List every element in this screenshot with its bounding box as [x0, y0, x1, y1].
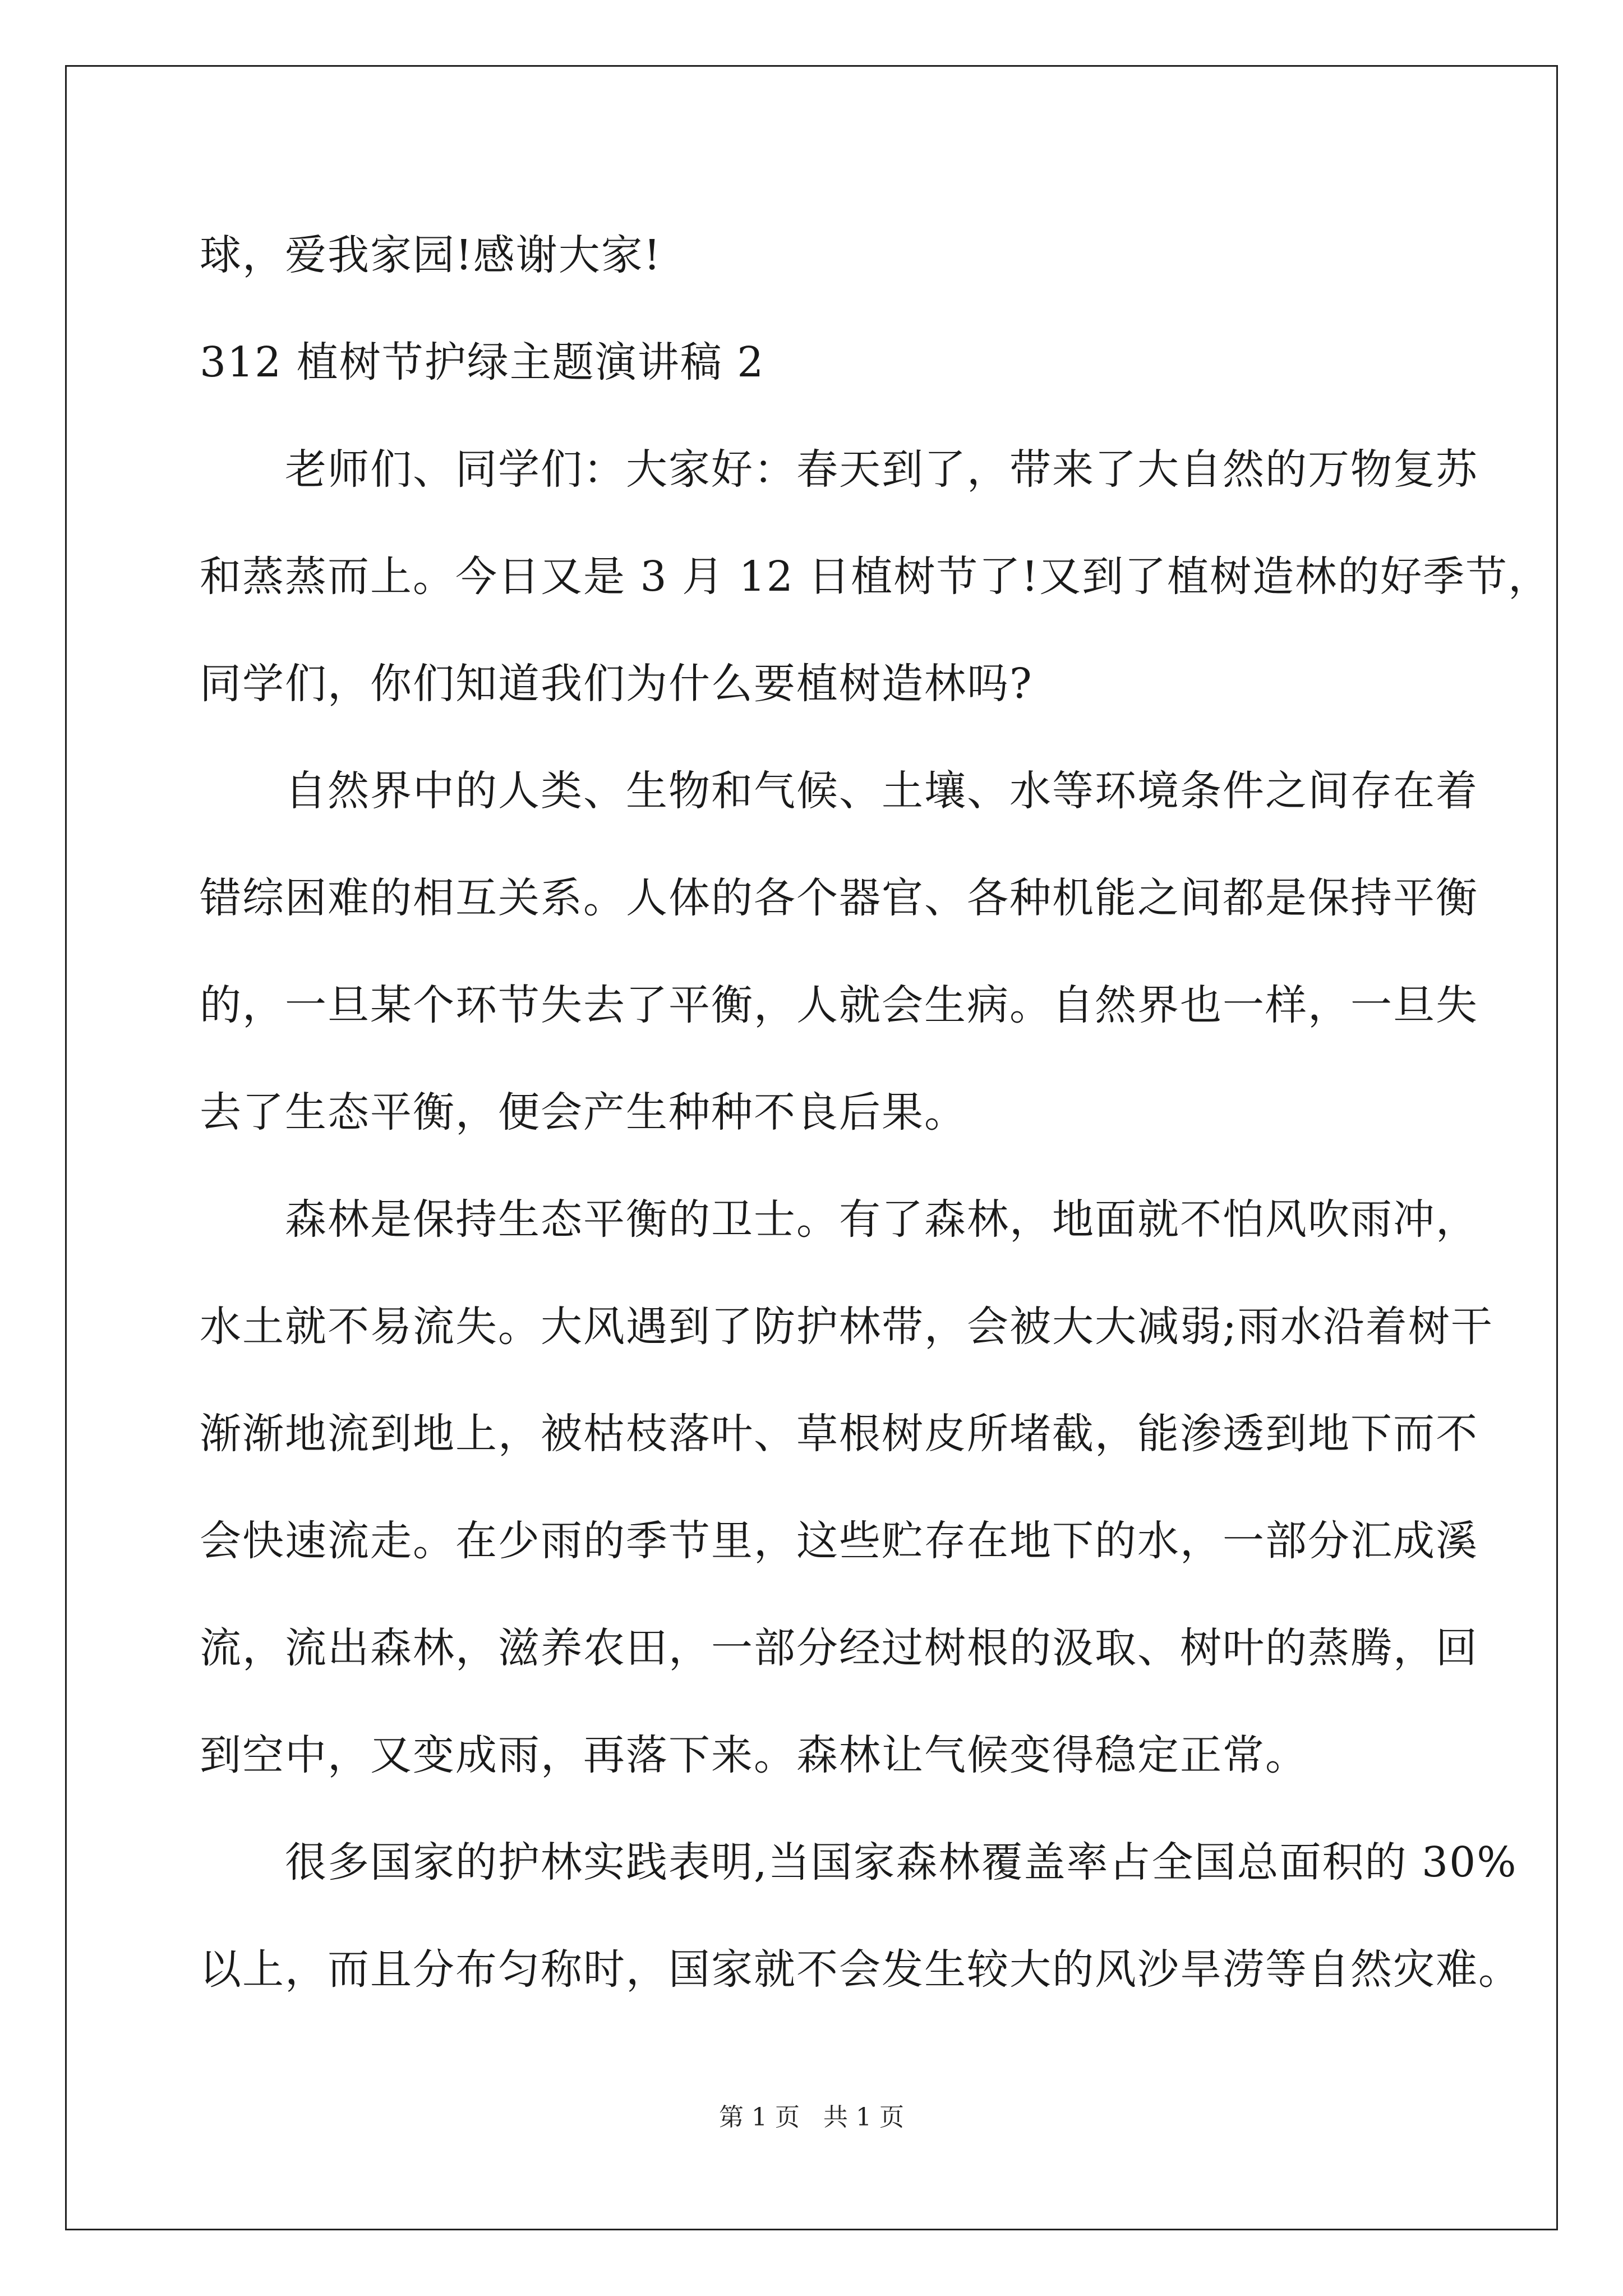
- text-line: 以上，而且分布匀称时，国家就不会发生较大的风沙旱涝等自然灾难。: [200, 1945, 1521, 1994]
- text-line: 渐渐地流到地上，被枯枝落叶、草根树皮所堵截，能渗透到地下而不: [200, 1410, 1478, 1458]
- text-line: 老师们、同学们：大家好：春天到了，带来了大自然的万物复苏: [285, 445, 1478, 494]
- text-line: 球，爱我家园!感谢大家!: [200, 231, 662, 279]
- text-line: 自然界中的人类、生物和气候、土壤、水等环境条件之间存在着: [285, 767, 1478, 815]
- text-line: 到空中，又变成雨，再落下来。森林让气候变得稳定正常。: [200, 1731, 1308, 1779]
- text-line: 错综困难的相互关系。人体的各个器官、各种机能之间都是保持平衡: [200, 874, 1478, 922]
- text-line: 同学们，你们知道我们为什么要植树造林吗?: [200, 660, 1033, 708]
- text-line: 流，流出森林，滋养农田，一部分经过树根的汲取、树叶的蒸腾，回: [200, 1624, 1478, 1672]
- text-line: 去了生态平衡，便会产生种种不良后果。: [200, 1088, 967, 1137]
- text-line: 和蒸蒸而上。今日又是 3 月 12 日植树节了!又到了植树造林的好季节，: [200, 553, 1551, 601]
- text-line: 森林是保持生态平衡的卫士。有了森林，地面就不怕风吹雨冲，: [285, 1195, 1478, 1244]
- text-line: 很多国家的护林实践表明,当国家森林覆盖率占全国总面积的 30%: [285, 1838, 1518, 1887]
- text-line: 水土就不易流失。大风遇到了防护林带，会被大大减弱;雨水沿着树干: [200, 1303, 1493, 1351]
- section-title: 312 植树节护绿主题演讲稿 2: [200, 338, 765, 386]
- document-body: [200, 202, 1551, 2023]
- page-footer: 第 1 页 共 1 页: [719, 2103, 904, 2132]
- text-line: 会快速流走。在少雨的季节里，这些贮存在地下的水，一部分汇成溪: [200, 1517, 1478, 1565]
- text-line: 的，一旦某个环节失去了平衡，人就会生病。自然界也一样，一旦失: [200, 981, 1478, 1029]
